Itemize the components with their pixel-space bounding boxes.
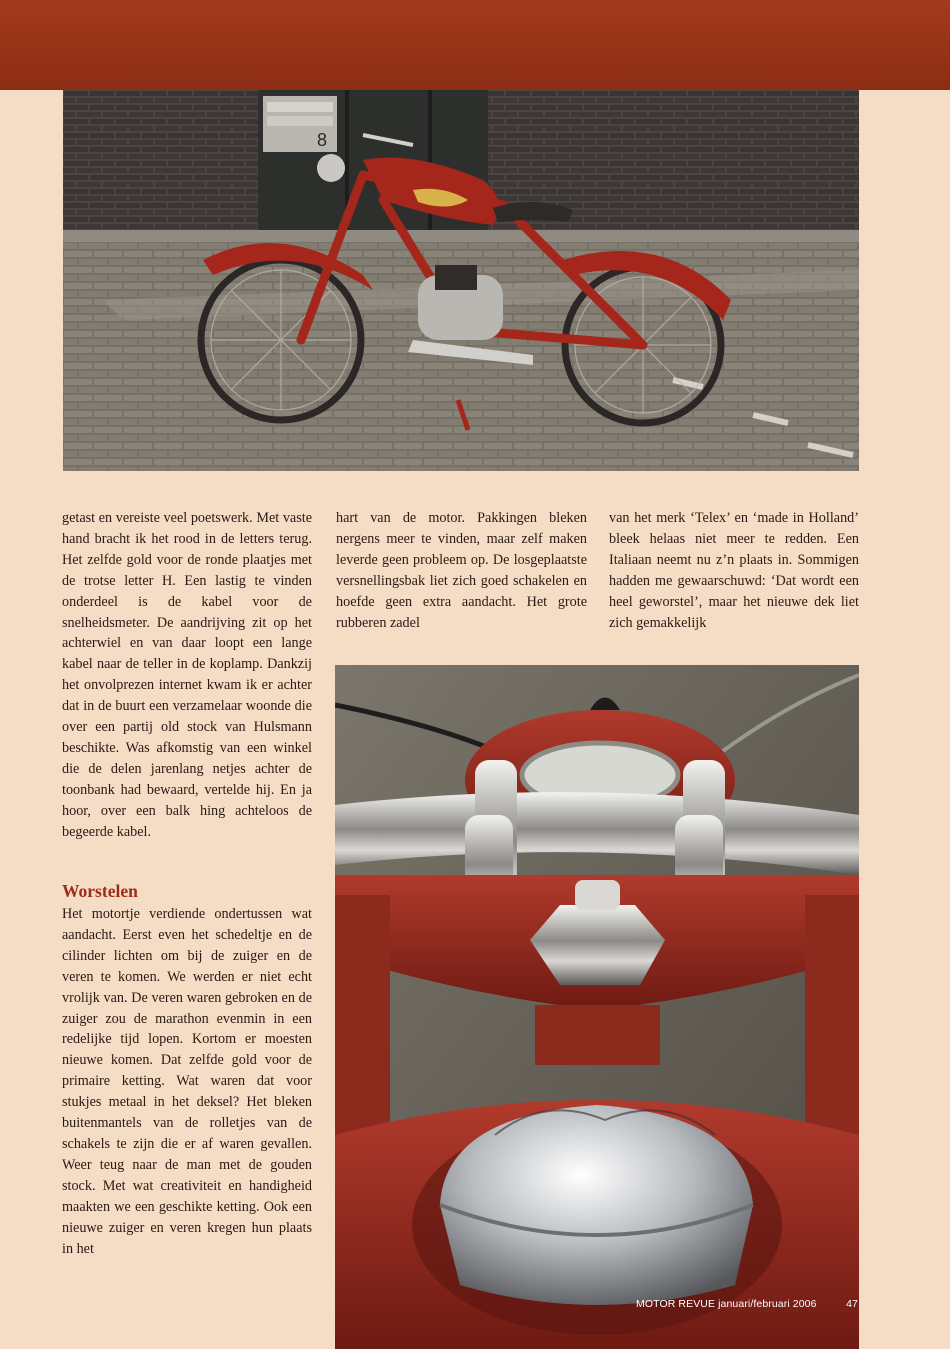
section-heading: Worstelen xyxy=(62,881,138,901)
magazine-name: MOTOR REVUE xyxy=(636,1298,716,1310)
issue-date: januari/februari 2006 xyxy=(718,1298,817,1310)
article-column-3 xyxy=(609,508,859,633)
page-footer xyxy=(636,1298,858,1310)
motorcycle-photo xyxy=(63,90,859,471)
handlebar-closeup-photo xyxy=(335,665,859,1349)
paragraph: getast en vereiste veel poetswerk. Met vaste hand bracht ik het rood in de letters terug. Het zelfde gold voor de ronde plaatjes met de trotse letter H. Een lastig te vinden onderdeel is de kabel voor de snelheidsmeter. De aandrijving zit op het achterwiel en van daar loopt een lange kabel naar de teller in de koplamp. Dankzij het onvolprezen internet kwam ik er achter dat in de buurt een verzamelaar woonde die over een partij old stock van Hulsmann beschikte. Was afkomstig van een winkel die de delen jarenlang netjes achter de toonbank had bewaard, vertelde hij. En ja hoor, over een balk hing achteloos de begeerde kabel. xyxy=(62,510,312,840)
paragraph: Het motortje verdiende ondertussen wat aandacht. Eerst even het schedeltje en de cilinder lichten om bij de zuiger en de veren te komen. We werden er niet echt vrolijk van. De veren waren gebroken en de zuiger zou de marathon evenmin in een redelijke tijd lopen. Kortom er moesten nieuwe komen. Dat zelfde gold voor de primaire ketting. Wat waren dat voor stukjes metaal in het deksel? Het bleken buitenmantels van de rolletjes van de schakels te zijn die er af waren gevallen. Weer teug naar de man met de gouden stock. Met wat creativiteit en handigheid maakten we een geschikte ketting. Ook een nieuwe zuiger en veren kregen hun plaats in het xyxy=(62,906,312,1257)
page-number: 47 xyxy=(846,1298,858,1310)
paragraph: van het merk ‘Telex’ en ‘made in Holland’ bleek helaas niet meer te redden. Een Italiaan neemt nu z’n plaats in. Sommigen hadden me gewaarschuwd: ‘Dat wordt een heel geworstel’, maar het nieuwe dek liet zich gemakkelijk xyxy=(609,510,859,631)
paragraph: hart van de motor. Pakkingen bleken nergens meer te vinden, maar zelf maken leverde geen probleem op. De losgeplaatste versnellingsbak liet zich goed schakelen en hoefde geen extra aandacht. Het grote rubberen zadel xyxy=(336,510,587,631)
top-color-band xyxy=(0,0,950,90)
door-plate-number: 8 xyxy=(317,130,328,150)
footer-magazine xyxy=(636,1298,817,1310)
article-column-2 xyxy=(336,508,587,633)
article-column-1-top xyxy=(62,508,312,843)
article-column-1-bottom xyxy=(62,904,312,1259)
